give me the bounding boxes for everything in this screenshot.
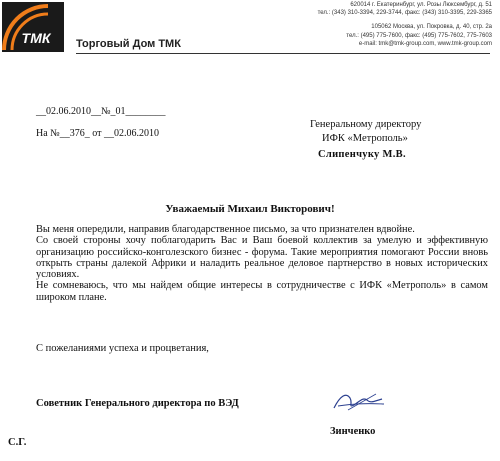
initials: С.Г. <box>8 437 27 448</box>
recipient-line: ИФК «Метрополь» <box>322 133 408 144</box>
recipient-name: Слипенчуку М.В. <box>318 149 406 160</box>
recipient-block <box>308 118 488 162</box>
address-line: 620014 г. Екатеринбург, ул. Розы Люксембург, д. 51 <box>350 2 492 8</box>
signature-icon <box>330 388 386 414</box>
body-paragraph: Вы меня опередили, направив благодарственное письмо, за что признателен вдвойне. <box>36 224 415 235</box>
outgoing-ref: __02.06.2010__№_01________ <box>36 106 166 117</box>
closing-line: С пожеланиями успеха и процветания, <box>36 343 209 354</box>
address-line: 105062 Москва, ул. Покровка, д. 40, стр. 2а <box>371 24 492 31</box>
handwritten-signature <box>330 388 386 414</box>
incoming-ref: На №__376_ от __02.06.2010 <box>36 128 159 139</box>
signatory-title: Советник Генерального директора по ВЭД <box>36 398 239 409</box>
header-divider <box>76 53 490 54</box>
tmk-logo-icon <box>2 2 64 52</box>
address-line: e-mail: tmk@tmk-group.com, www.tmk-group.com <box>358 40 492 47</box>
company-logo <box>2 2 64 52</box>
svg-text:ТМК: ТМК <box>21 30 51 46</box>
signatory-name: Зинченко <box>330 426 376 437</box>
address-block <box>318 1 492 48</box>
address-line: тел.: (343) 310-3394, 229-3744, факс: (343) 310-3395, 229-3365 <box>317 10 492 17</box>
body-paragraph: Не сомневаюсь, что мы найдем общие интересы в сотрудничестве с ИФК «Метрополь» в самом широком плане. <box>36 280 488 303</box>
company-name: Торговый Дом ТМК <box>76 38 181 50</box>
address-line: тел.: (495) 775-7600, факс: (495) 775-7602, 775-7603 <box>346 32 492 39</box>
recipient-line: Генеральному директору <box>310 119 422 130</box>
salutation: Уважаемый Михаил Викторович! <box>165 203 335 215</box>
letter-body <box>36 224 488 303</box>
body-paragraph: Со своей стороны хочу поблагодарить Вас и Ваш боевой коллектив за умелую и эффективную организацию российско-конголезского бизнес - форума. Такие мероприятия помогают России вновь открыть страны далекой Африки и наладить реальное деловое партнерство в новых исторических условиях. <box>36 235 488 281</box>
